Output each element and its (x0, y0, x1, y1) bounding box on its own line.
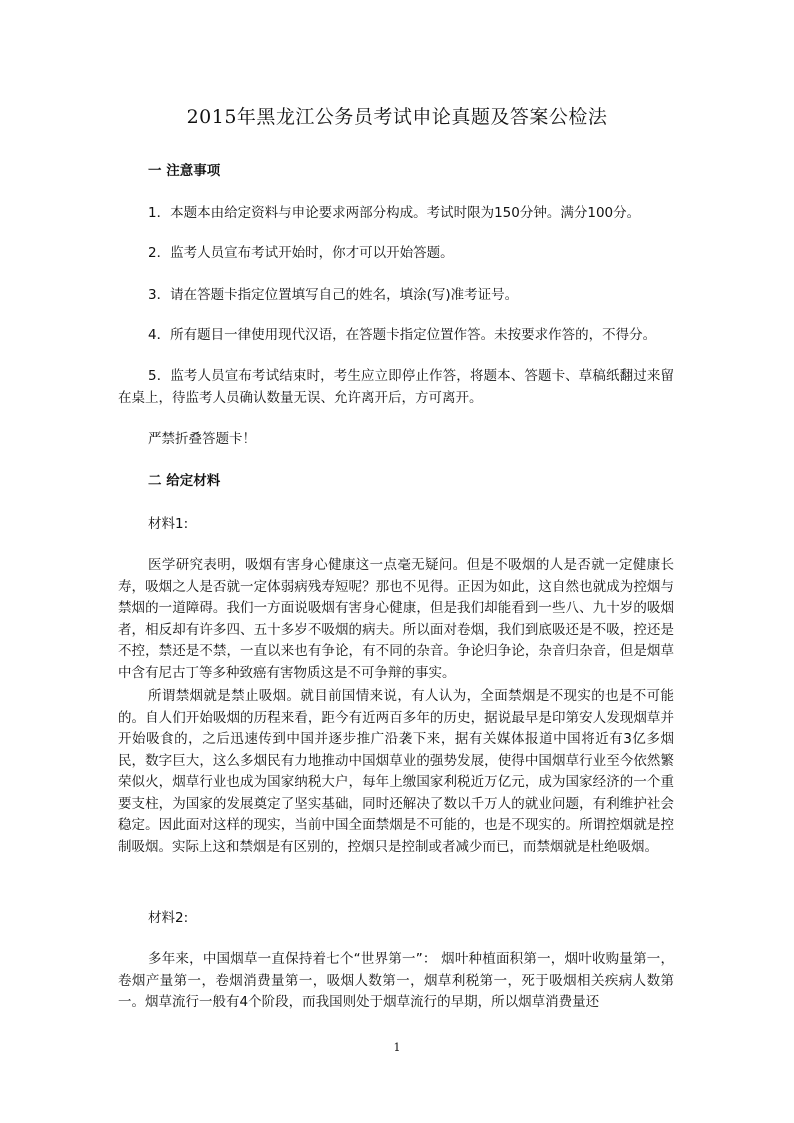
materials-heading: 二 给定材料 (148, 473, 221, 489)
material-1-label: 材料1: (148, 516, 189, 532)
notice-warning: 严禁折叠答题卡！ (148, 431, 256, 447)
material-2-label: 材料2: (148, 910, 189, 926)
notice-heading: 一 注意事项 (148, 163, 221, 179)
notice-item-1: 1．本题本由给定资料与申论要求两部分构成。考试时限为150分钟。满分100分。 (148, 205, 641, 221)
material-1-paragraph-2: 所谓禁烟就是禁止吸烟。就目前国情来说，有人认为，全面禁烟是不现实的也是不可能的。自人们开始吸烟的历程来看，距今有近两百多年的历史，据说最早是印第安人发现烟草并开始吸食的，之后迅速传到中国并逐步推广沿袭下来，据有关媒体报道中国将近有3亿多烟民，数字巨大，这么多烟民有力地推动中国烟草业的强势发展，使得中国烟草行业至今依然繁荣似火，烟草行业也成为国家纳税大户，每年上缴国家利税近万亿元，成为国家经济的一个重要支柱，为国家的发展奠定了坚实基础，同时还解决了数以千万人的就业问题，有利维护社会稳定。因此面对这样的现实，当前中国全面禁烟是不可能的，也是不现实的。所谓控烟就是控制吸烟。实际上这和禁烟是有区别的，控烟只是控制或者减少而已，而禁烟就是杜绝吸烟。 (118, 688, 674, 855)
notice-item-5: 5．监考人员宣布考试结束时，考生应立即停止作答，将题本、答题卡、草稿纸翻过来留在桌上，待监考人员确认数量无误、允许离开后，方可离开。 (118, 368, 674, 406)
page-number: 1 (393, 1041, 401, 1054)
document-title: 2015年黑龙江公务员考试申论真题及答案公检法 (186, 106, 608, 128)
notice-item-4: 4．所有题目一律使用现代汉语，在答题卡指定位置作答。未按要求作答的，不得分。 (148, 327, 657, 343)
material-1-paragraph-1: 医学研究表明，吸烟有害身心健康这一点毫无疑问。但是不吸烟的人是否就一定健康长寿，吸烟之人是否就一定体弱病残寿短呢？那也不见得。正因为如此，这自然也就成为控烟与禁烟的一道障碍。我们一方面说吸烟有害身心健康，但是我们却能看到一些八、九十岁的吸烟者，相反却有许多四、五十多岁不吸烟的病夫。所以面对卷烟，我们到底吸还是不吸，控还是不控，禁还是不禁，一直以来也有争论，有不同的杂音。争论归争论，杂音归杂音，但是烟草中含有尼古丁等多种致癌有害物质这是不可争辩的事实。 (118, 557, 674, 681)
notice-item-2: 2．监考人员宣布考试开始时，你才可以开始答题。 (148, 245, 454, 261)
material-2-paragraph-1: 多年来，中国烟草一直保持着七个“世界第一”： 烟叶种植面积第一，烟叶收购量第一，卷烟产量第一，卷烟消费量第一，吸烟人数第一，烟草利税第一，死于吸烟相关疾病人数第一。烟草流行一般有4个阶段，而我国则处于烟草流行的早期，所以烟草消费量还 (118, 951, 674, 1010)
notice-item-3: 3．请在答题卡指定位置填写自己的姓名，填涂(写)准考证号。 (148, 287, 519, 303)
